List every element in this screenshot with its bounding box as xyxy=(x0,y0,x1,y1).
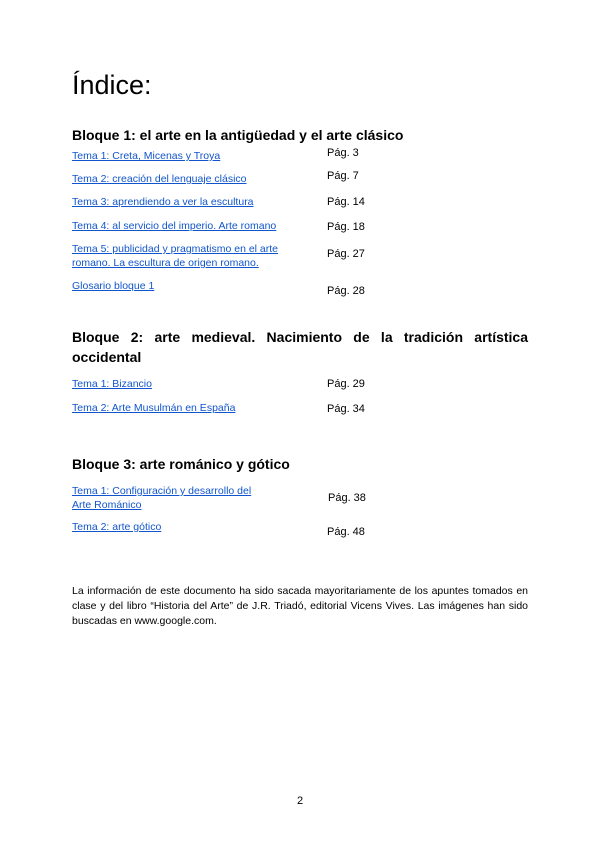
toc-link-b3-tema2[interactable]: Tema 2: arte gótico xyxy=(72,521,162,533)
page-ref-b2-tema2: Pág. 34 xyxy=(327,403,365,415)
toc-link-b2-tema2[interactable]: Tema 2: Arte Musulmán en España xyxy=(72,402,236,414)
toc-link-b1-tema3[interactable]: Tema 3: aprendiendo a ver la escultura xyxy=(72,196,254,208)
page-ref-b1-tema3: Pág. 14 xyxy=(327,196,365,208)
page-ref-b1-tema1: Pág. 3 xyxy=(327,147,359,159)
page-title: Índice: xyxy=(72,70,152,100)
toc-link-b1-tema5[interactable]: Tema 5: publicidad y pragmatismo en el arte romano. La escultura de origen romano. xyxy=(72,243,279,269)
page-ref-b3-tema1: Pág. 38 xyxy=(328,492,366,504)
toc-link-b2-tema1[interactable]: Tema 1: Bizancio xyxy=(72,378,152,390)
block-1-heading: Bloque 1: el arte en la antigüedad y el arte clásico xyxy=(72,127,404,143)
toc-link-b1-tema4[interactable]: Tema 4: al servicio del imperio. Arte romano xyxy=(72,220,277,232)
toc-link-b3-tema1[interactable]: Tema 1: Configuración y desarrollo del Arte Románico xyxy=(72,485,252,511)
block-2-heading: Bloque 2: arte medieval. Nacimiento de la tradición artística occidental xyxy=(72,329,528,365)
page-number: 2 xyxy=(296,795,304,807)
page-ref-b1-tema5: Pág. 27 xyxy=(327,248,365,260)
page-ref-b1-tema2: Pág. 7 xyxy=(327,170,359,182)
source-note: La información de este documento ha sido sacada mayoritariamente de los apuntes tomados en clase y del libro “Historia del Arte” de J.R. Triadó, editorial Vicens Vives. Las imágenes han sido buscadas en www.google.com. xyxy=(72,585,528,627)
page-ref-b1-tema4: Pág. 18 xyxy=(327,221,365,233)
page-ref-b2-tema1: Pág. 29 xyxy=(327,378,365,390)
toc-link-b1-tema2[interactable]: Tema 2: creación del lenguaje clásico xyxy=(72,173,247,185)
toc-link-b1-tema1[interactable]: Tema 1: Creta, Micenas y Troya xyxy=(72,150,221,162)
toc-link-b1-glosario[interactable]: Glosario bloque 1 xyxy=(72,280,155,292)
page-ref-b3-tema2: Pág. 48 xyxy=(327,526,365,538)
page-ref-b1-glosario: Pág. 28 xyxy=(327,285,365,297)
block-3-heading: Bloque 3: arte románico y gótico xyxy=(72,456,290,472)
